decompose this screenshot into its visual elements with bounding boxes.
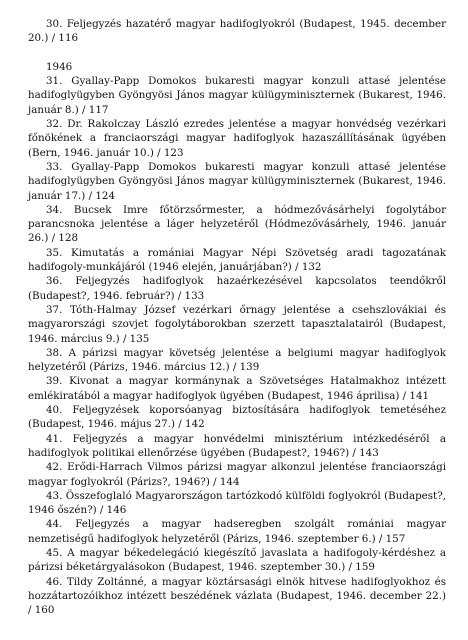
section-gap [28,46,446,60]
list-item: 36. Feljegyzés hadifoglyok hazaérkezésével kapcsolatos teendőkről (Budapest?, 1946. február?) / 133 [28,275,446,302]
list-item: 42. Erődi-Harrach Vilmos párizsi magyar alkonzul jelentése franciaországi magyar foglyokról (Párizs?, 1946?) / 144 [28,461,446,488]
list-item: 41. Feljegyzés a magyar honvédelmi minisztérium intézkedéséről a hadifoglyok politikai ellenőrzése ügyében (Budapest?, 1946?) / 143 [28,432,446,459]
list-item: 45. A magyar békedelegáció kiegészítő javaslata a hadifogoly-kérdéshez a párizsi béketárgyalásokon (Budapest, 1946. szeptember 30.) / 159 [28,546,446,574]
list-item: 32. Dr. Rakolczay László ezredes jelentése a magyar honvédség vezérkari főnökének a franciaországi magyar hadifoglyok hazaszállításának ügyében (Bern, 1946. január 10.) / 123 [28,118,446,159]
list-item: 38. A párizsi magyar követség jelentése a belgiumi magyar hadifoglyok helyzetéről (Párizs, 1946. március 12.) / 139 [28,346,446,374]
document-page [28,17,446,617]
year-heading: 1946 [46,60,73,73]
list-item: 46. Tildy Zoltánné, a magyar köztársasági elnök hitvese hadifoglyokhoz és hozzátartozóikhoz intézett beszédének vázlata (Budapest, 1946. december 22.) / 160 [28,575,446,617]
list-item: 39. Kivonat a magyar kormánynak a Szövetséges Hatalmakhoz intézett emlékiratából a magyar hadifoglyok ügyében (Budapest, 1946 áprilisa) / 141 [28,375,446,402]
list-item: 33. Gyallay-Papp Domokos bukaresti magyar konzuli attasé jelentése hadifoglyügyben Gyöngyösi János magyar külügyminiszternek (Bukarest, 1946. január 17.) / 124 [28,160,446,202]
list-item: 35. Kimutatás a romániai Magyar Népi Szövetség aradi tagozatának hadifogoly-munkájáról (1946 elején, januárjában?) / 132 [28,246,446,274]
list-item: 44. Feljegyzés a magyar hadseregben szolgált romániai magyar nemzetiségű hadifoglyok helyzetéről (Párizs, 1946. szeptember 6.) / 157 [28,518,446,545]
list-item: 40. Feljegyzések koporsóanyag biztosítására hadifoglyok temetéséhez (Budapest, 1946. május 27.) / 142 [28,404,446,431]
list-item: 37. Tóth-Halmay József vezérkari őrnagy jelentése a csehszlovákiai és magyarországi szovjet fogolytáborokban szerzett tapasztalatairól (Budapest, 1946. március 9.) / 135 [28,303,446,345]
list-item: 30. Feljegyzés hazatérő magyar hadifoglyokról (Budapest, 1945. december 20.) / 116 [28,18,446,45]
list-item: 31. Gyallay-Papp Domokos bukaresti magyar konzuli attasé jelentése hadifoglyügyben Gyöngyösi János magyar külügyminiszternek (Bukarest, 1946. január 8.) / 117 [28,75,446,116]
list-item: 43. Összefoglaló Magyarországon tartózkodó külföldi foglyokról (Budapest?, 1946 őszén?) / 146 [28,489,446,517]
list-item: 34. Bucsek Imre főtörzsőrmester, a hódmezővásárhelyi fogolytábor parancsnoka jelentése a láger helyzetéről (Hódmezővásárhely, 1946. január 26.) / 128 [28,203,446,245]
